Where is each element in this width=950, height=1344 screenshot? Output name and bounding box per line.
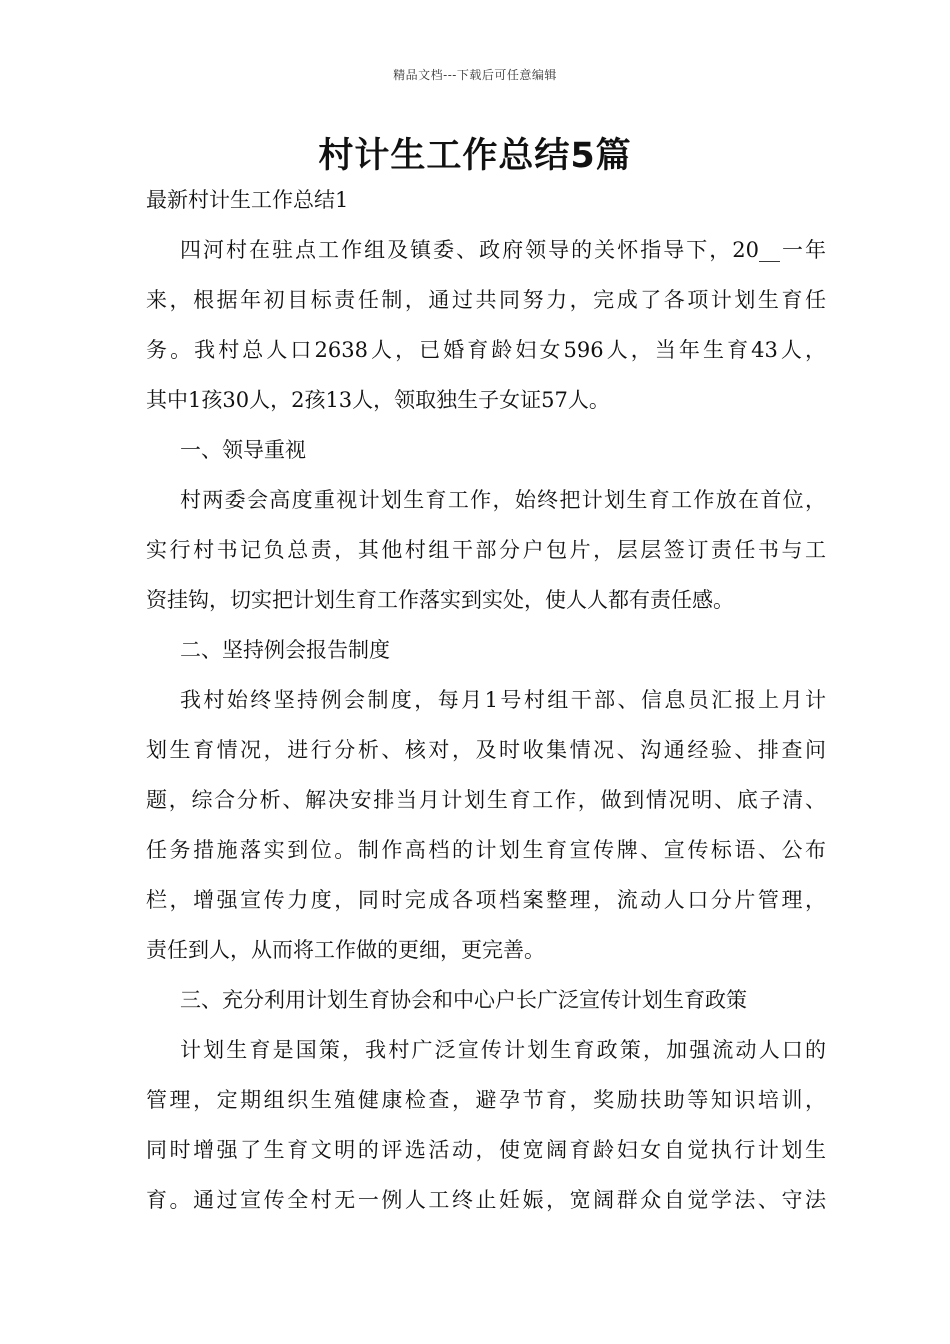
text-line bbox=[146, 834, 826, 884]
text-line-content: 村两委会高度重视计划生育工作，始终把计划生育工作放在首位， bbox=[180, 488, 826, 512]
text-line bbox=[146, 1034, 826, 1084]
text-line-content: 二、坚持例会报告制度 bbox=[180, 638, 390, 662]
text-line-content: 划生育情况，进行分析、核对，及时收集情况、沟通经验、排查问 bbox=[146, 738, 826, 762]
text-line bbox=[146, 284, 826, 334]
text-line bbox=[146, 1184, 826, 1234]
text-line-content: 责任到人，从而将工作做的更细，更完善。 bbox=[146, 938, 545, 962]
text-line bbox=[146, 934, 826, 984]
text-line bbox=[146, 1134, 826, 1184]
text-line-content: 栏，增强宣传力度，同时完成各项档案整理，流动人口分片管理， bbox=[146, 888, 826, 912]
text-line bbox=[146, 534, 826, 584]
text-line-content: 其中1孩30人，2孩13人，领取独生子女证57人。 bbox=[146, 388, 610, 412]
text-line bbox=[146, 484, 826, 534]
text-line-content: 三、充分利用计划生育协会和中心户长广泛宣传计划生育政策 bbox=[180, 988, 747, 1012]
text-line bbox=[146, 434, 826, 484]
text-line-content: 我村始终坚持例会制度，每月1号村组干部、信息员汇报上月计 bbox=[180, 688, 826, 712]
text-line bbox=[146, 734, 826, 784]
text-line bbox=[146, 384, 826, 434]
text-line bbox=[146, 884, 826, 934]
text-line-content: 一、领导重视 bbox=[180, 438, 306, 462]
text-line bbox=[146, 634, 826, 684]
text-line bbox=[146, 684, 826, 734]
text-line-content: 同时增强了生育文明的评选活动，使宽阔育龄妇女自觉执行计划生 bbox=[146, 1138, 826, 1162]
text-line bbox=[146, 234, 826, 284]
text-line-content: 四河村在驻点工作组及镇委、政府领导的关怀指导下，20__一年 bbox=[180, 238, 826, 262]
text-line-content: 管理，定期组织生殖健康检查，避孕节育，奖励扶助等知识培训， bbox=[146, 1088, 826, 1112]
text-line-content: 题，综合分析、解决安排当月计划生育工作，做到情况明、底子清、 bbox=[146, 788, 826, 812]
text-line-content: 育。通过宣传全村无一例人工终止妊娠，宽阔群众自觉学法、守法 bbox=[146, 1188, 826, 1212]
text-line-content: 来，根据年初目标责任制，通过共同努力，完成了各项计划生育任 bbox=[146, 288, 826, 312]
header-note: 精品文档---下载后可任意编辑 bbox=[393, 68, 557, 82]
section-subtitle: 最新村计生工作总结1 bbox=[146, 188, 349, 212]
text-line bbox=[146, 784, 826, 834]
paragraph-lines bbox=[146, 234, 826, 1234]
text-line bbox=[146, 334, 826, 384]
text-line-content: 资挂钩，切实把计划生育工作落实到实处，使人人都有责任感。 bbox=[146, 588, 734, 612]
text-line-content: 实行村书记负总责，其他村组干部分户包片，层层签订责任书与工 bbox=[146, 538, 826, 562]
text-line-content: 任务措施落实到位。制作高档的计划生育宣传牌、宣传标语、公布 bbox=[146, 838, 826, 862]
text-line-content: 务。我村总人口2638人，已婚育龄妇女596人，当年生育43人， bbox=[146, 338, 826, 362]
text-line-content: 计划生育是国策，我村广泛宣传计划生育政策，加强流动人口的 bbox=[180, 1038, 826, 1062]
text-line bbox=[146, 984, 826, 1034]
text-line bbox=[146, 1084, 826, 1134]
text-line bbox=[146, 584, 826, 634]
document-body bbox=[146, 184, 826, 1234]
document-title: 村计生工作总结5篇 bbox=[318, 136, 632, 176]
